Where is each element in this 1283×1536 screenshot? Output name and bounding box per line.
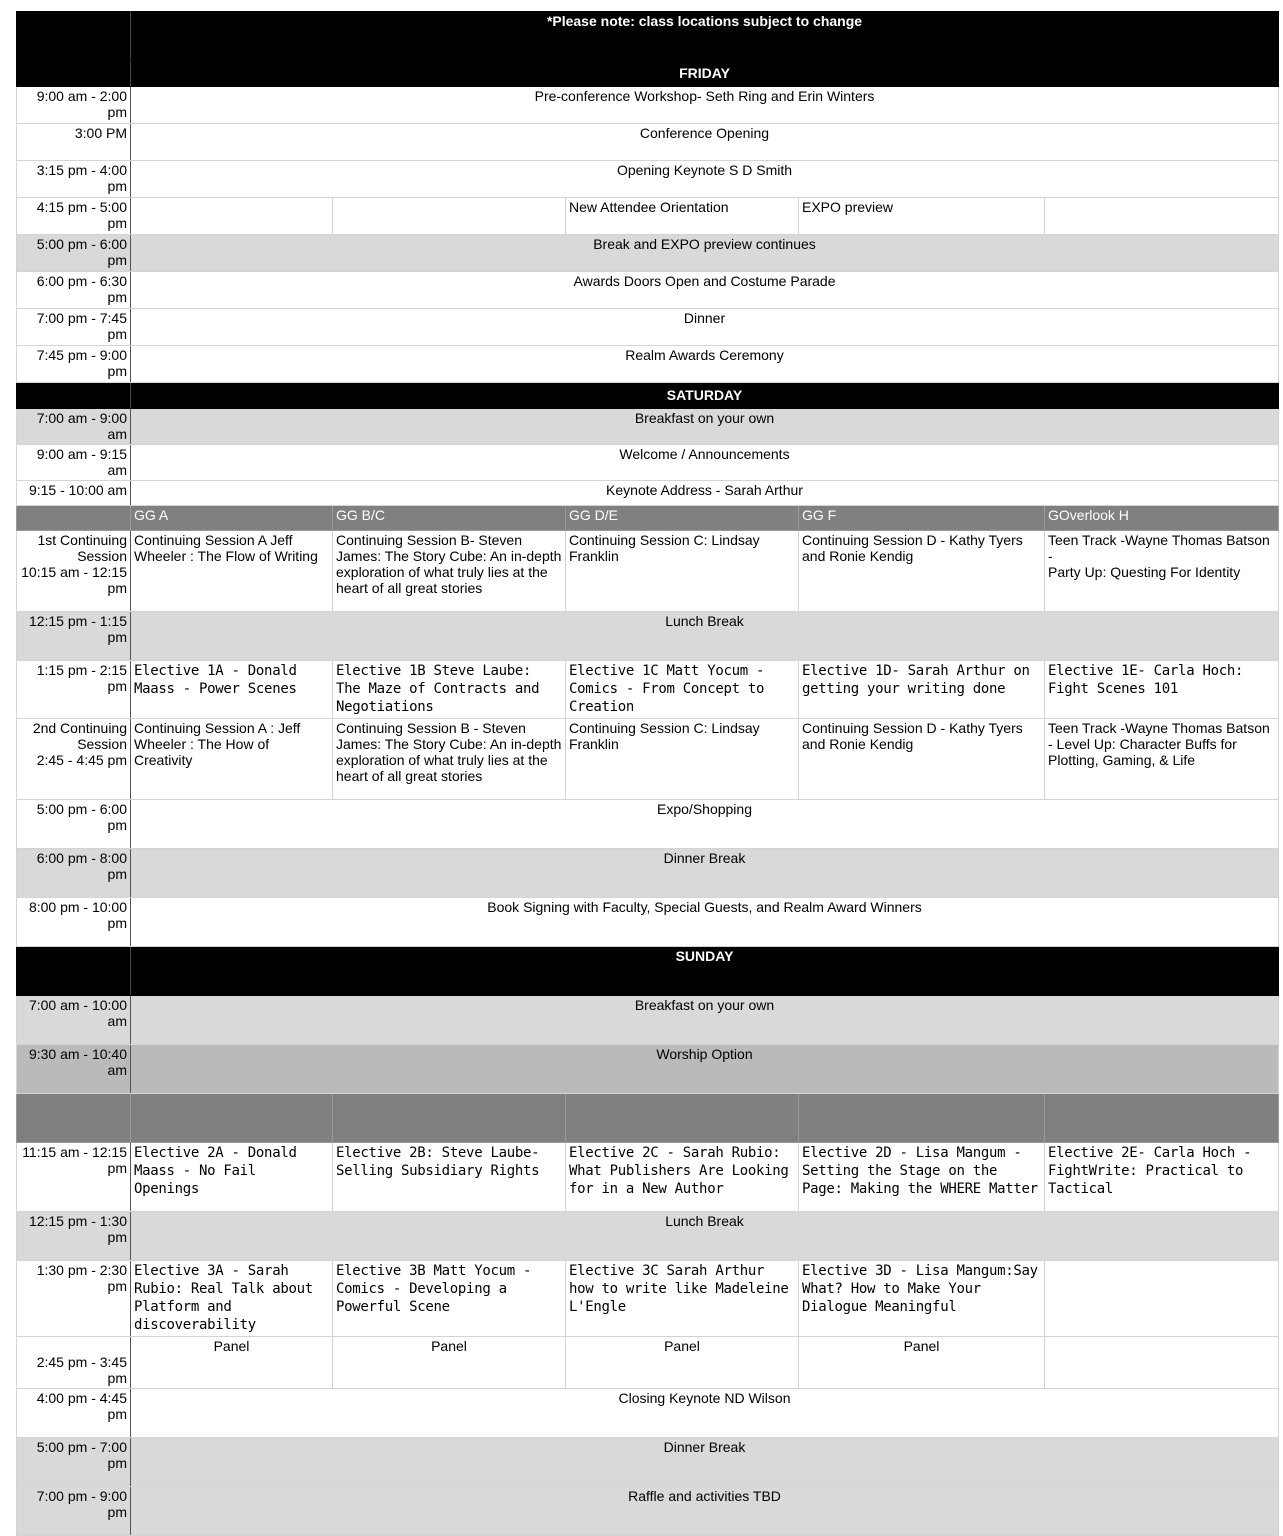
event-cell: Opening Keynote S D Smith — [131, 161, 1279, 198]
event-cell: Awards Doors Open and Costume Parade — [131, 272, 1279, 309]
room-header: GOverlook H — [1045, 506, 1279, 531]
room-header: GG B/C — [333, 506, 566, 531]
room-header: GG A — [131, 506, 333, 531]
time-cell: 8:00 pm - 10:00 pm — [17, 898, 131, 947]
session-cell: EXPO preview — [799, 198, 1045, 235]
event-cell: Conference Opening — [131, 124, 1279, 161]
note-time-cell — [17, 12, 131, 61]
event-cell: Breakfast on your own — [131, 996, 1279, 1045]
event-cell: Expo/Shopping — [131, 800, 1279, 849]
elective-cell: Elective 1D- Sarah Arthur on getting your writing done — [799, 661, 1045, 719]
session-row — [17, 719, 1279, 800]
session-cell: Continuing Session C: Lindsay Franklin — [566, 531, 799, 612]
schedule-row — [17, 800, 1279, 849]
time-cell: 9:30 am - 10:40 am — [17, 1045, 131, 1094]
time-cell: 1:30 pm - 2:30 pm — [17, 1261, 131, 1337]
event-cell: Dinner — [131, 309, 1279, 346]
time-cell: 7:45 pm - 9:00 pm — [17, 346, 131, 383]
schedule-row — [17, 1438, 1279, 1487]
schedule-row — [17, 1389, 1279, 1438]
time-cell: 3:00 PM — [17, 124, 131, 161]
time-cell — [17, 531, 131, 612]
schedule-row — [17, 445, 1279, 481]
time-cell: 4:15 pm - 5:00 pm — [17, 198, 131, 235]
elective-cell: Elective 2B: Steve Laube- Selling Subsidiary Rights — [333, 1143, 566, 1212]
session-cell: Continuing Session A : Jeff Wheeler : The How of Creativity — [131, 719, 333, 800]
schedule-row — [17, 1212, 1279, 1261]
teen-track-title: Teen Track -Wayne Thomas Batson - — [1048, 532, 1270, 564]
session-cell: Teen Track -Wayne Thomas Batson - Level Up: Character Buffs for Plotting, Gaming, & Life — [1045, 719, 1279, 800]
event-cell: Dinner Break — [131, 1438, 1279, 1487]
schedule-row — [17, 1045, 1279, 1094]
schedule-row — [17, 996, 1279, 1045]
time-cell — [17, 719, 131, 800]
session-cell: Continuing Session A Jeff Wheeler : The Flow of Writing — [131, 531, 333, 612]
time-cell: 6:00 pm - 6:30 pm — [17, 272, 131, 309]
day-header-row — [17, 383, 1279, 409]
session-cell — [131, 198, 333, 235]
session-row — [17, 531, 1279, 612]
schedule-row — [17, 235, 1279, 272]
elective-row — [17, 1143, 1279, 1212]
schedule-row — [17, 309, 1279, 346]
event-cell: Keynote Address - Sarah Arthur — [131, 481, 1279, 506]
elective-cell: Elective 1E- Carla Hoch: Fight Scenes 101 — [1045, 661, 1279, 719]
event-cell: Worship Option — [131, 1045, 1279, 1094]
day-header-sunday: SUNDAY — [131, 947, 1279, 996]
schedule-row — [17, 849, 1279, 898]
event-cell: Dinner Break — [131, 849, 1279, 898]
elective-cell: Elective 1B Steve Laube: The Maze of Contracts and Negotiations — [333, 661, 566, 719]
time-cell: 9:00 am - 2:00 pm — [17, 87, 131, 124]
day-header-saturday: SATURDAY — [131, 383, 1279, 409]
elective-cell — [1045, 1261, 1279, 1337]
session-cell: Continuing Session D - Kathy Tyers and Ronie Kendig — [799, 719, 1045, 800]
schedule-row — [17, 612, 1279, 661]
event-cell: Break and EXPO preview continues — [131, 235, 1279, 272]
elective-row — [17, 661, 1279, 719]
panel-cell: Panel — [566, 1337, 799, 1389]
blank-divider-row — [17, 1094, 1279, 1143]
teen-track-subtitle: Party Up: Questing For Identity — [1048, 564, 1241, 580]
time-cell: 9:00 am - 9:15 am — [17, 445, 131, 481]
session-cell: Continuing Session C: Lindsay Franklin — [566, 719, 799, 800]
session-label: 2nd Continuing Session — [32, 720, 127, 752]
session-cell: Continuing Session D - Kathy Tyers and Ronie Kendig — [799, 531, 1045, 612]
time-cell: 5:00 pm - 6:00 pm — [17, 235, 131, 272]
schedule-row — [17, 346, 1279, 383]
elective-cell: Elective 1C Matt Yocum - Comics - From Concept to Creation — [566, 661, 799, 719]
schedule-row — [17, 898, 1279, 947]
session-cell: Continuing Session B - Steven James: The Story Cube: An in-depth exploration of what truly lies at the heart of all great stories — [333, 719, 566, 800]
session-time: 10:15 am - 12:15 pm — [21, 564, 127, 596]
event-cell: Closing Keynote ND Wilson — [131, 1389, 1279, 1438]
day-header-row — [17, 61, 1279, 87]
panel-row — [17, 1337, 1279, 1389]
schedule-row — [17, 481, 1279, 506]
schedule-row — [17, 124, 1279, 161]
room-header-row — [17, 506, 1279, 531]
schedule-row — [17, 161, 1279, 198]
session-cell: New Attendee Orientation — [566, 198, 799, 235]
time-cell: 4:00 pm - 4:45 pm — [17, 1389, 131, 1438]
elective-cell: Elective 2A - Donald Maass - No Fail Openings — [131, 1143, 333, 1212]
schedule-row — [17, 87, 1279, 124]
elective-cell: Elective 2D - Lisa Mangum - Setting the Stage on the Page: Making the WHERE Matter — [799, 1143, 1045, 1212]
event-cell: Pre-conference Workshop- Seth Ring and Erin Winters — [131, 87, 1279, 124]
time-cell: 12:15 pm - 1:30 pm — [17, 1212, 131, 1261]
panel-cell: Panel — [799, 1337, 1045, 1389]
time-cell: 1:15 pm - 2:15 pm — [17, 661, 131, 719]
session-cell — [333, 198, 566, 235]
event-cell: Breakfast on your own — [131, 409, 1279, 445]
schedule-row — [17, 1487, 1279, 1536]
schedule-row — [17, 409, 1279, 445]
session-label: 1st Continuing Session — [37, 532, 127, 564]
event-cell: Raffle and activities TBD — [131, 1487, 1279, 1536]
time-cell: 6:00 pm - 8:00 pm — [17, 849, 131, 898]
time-cell: 5:00 pm - 7:00 pm — [17, 1438, 131, 1487]
time-cell: 12:15 pm - 1:15 pm — [17, 612, 131, 661]
elective-cell: Elective 3D - Lisa Mangum:Say What? How to Make Your Dialogue Meaningful — [799, 1261, 1045, 1337]
location-note: *Please note: class locations subject to change — [131, 12, 1279, 61]
conference-schedule-table — [16, 11, 1279, 1536]
elective-cell: Elective 2E- Carla Hoch - FightWrite: Practical to Tactical — [1045, 1143, 1279, 1212]
day-header-row — [17, 947, 1279, 996]
day-header-friday: FRIDAY — [131, 61, 1279, 87]
time-cell: 11:15 am - 12:15 pm — [17, 1143, 131, 1212]
event-cell: Book Signing with Faculty, Special Guests, and Realm Award Winners — [131, 898, 1279, 947]
time-cell: 3:15 pm - 4:00 pm — [17, 161, 131, 198]
note-row — [17, 12, 1279, 61]
time-cell: 7:00 pm - 9:00 pm — [17, 1487, 131, 1536]
elective-cell: Elective 3C Sarah Arthur how to write like Madeleine L'Engle — [566, 1261, 799, 1337]
schedule-row — [17, 272, 1279, 309]
schedule-row — [17, 198, 1279, 235]
session-cell: Continuing Session B- Steven James: The Story Cube: An in-depth exploration of what truly lies at the heart of all great stories — [333, 531, 566, 612]
time-cell: 5:00 pm - 6:00 pm — [17, 800, 131, 849]
event-cell: Lunch Break — [131, 612, 1279, 661]
time-cell: 2:45 pm - 3:45 pm — [17, 1337, 131, 1389]
time-cell: 9:15 - 10:00 am — [17, 481, 131, 506]
room-header: GG D/E — [566, 506, 799, 531]
time-cell: 7:00 am - 10:00 am — [17, 996, 131, 1045]
time-cell: 7:00 am - 9:00 am — [17, 409, 131, 445]
event-cell: Realm Awards Ceremony — [131, 346, 1279, 383]
session-time: 2:45 - 4:45 pm — [36, 752, 127, 768]
elective-cell: Elective 3B Matt Yocum - Comics - Developing a Powerful Scene — [333, 1261, 566, 1337]
panel-cell: Panel — [131, 1337, 333, 1389]
session-cell — [1045, 531, 1279, 612]
room-header: GG F — [799, 506, 1045, 531]
elective-cell: Elective 2C - Sarah Rubio: What Publishers Are Looking for in a New Author — [566, 1143, 799, 1212]
event-cell: Welcome / Announcements — [131, 445, 1279, 481]
elective-cell: Elective 3A - Sarah Rubio: Real Talk about Platform and discoverability — [131, 1261, 333, 1337]
event-cell: Lunch Break — [131, 1212, 1279, 1261]
session-cell — [1045, 198, 1279, 235]
elective-cell: Elective 1A - Donald Maass - Power Scenes — [131, 661, 333, 719]
panel-cell — [1045, 1337, 1279, 1389]
time-cell: 7:00 pm - 7:45 pm — [17, 309, 131, 346]
panel-cell: Panel — [333, 1337, 566, 1389]
elective-row — [17, 1261, 1279, 1337]
